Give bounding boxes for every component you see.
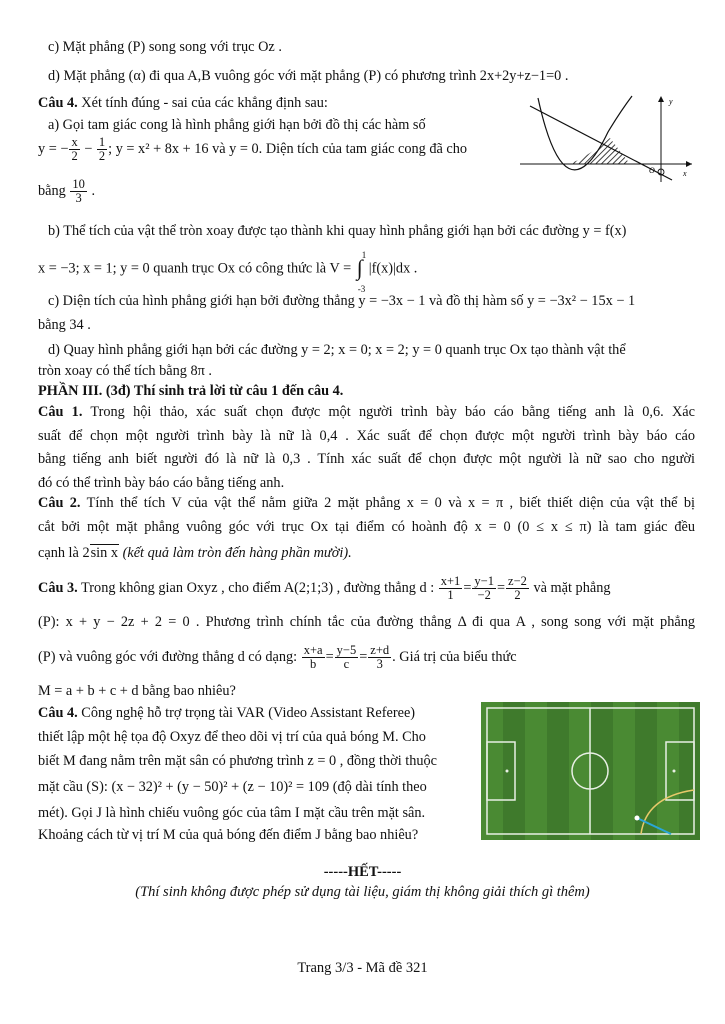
- denominator: b: [310, 657, 317, 671]
- c4-line1: [38, 704, 415, 722]
- page-footer: Trang 3/3 - Mã đề 321: [297, 960, 428, 976]
- c1-line1: [38, 403, 695, 421]
- denominator: 2: [98, 149, 106, 163]
- equals: =: [325, 648, 334, 665]
- question-label: Câu 3.: [38, 579, 78, 596]
- integrand: |f(x)|dx .: [368, 260, 418, 277]
- fraction: [506, 575, 529, 602]
- c4-line4: mặt cầu (S): (x − 32)² + (y − 50)² + (z − 10)² = 109 (độ dài tính theo: [38, 779, 427, 795]
- c3-line1: [38, 575, 611, 602]
- c3-line3: [38, 644, 517, 671]
- q4d-line2: tròn xoay có thể tích bằng 8π .: [38, 363, 212, 379]
- question-label: Câu 4.: [38, 95, 78, 111]
- c3-line4: M = a + b + c + d bằng bao nhiêu?: [38, 683, 236, 699]
- text: . Giá trị của biểu thức: [392, 648, 517, 665]
- c4-line6: Khoảng cách từ vị trí M của quả bóng đến điểm J bằng bao nhiêu?: [38, 827, 419, 843]
- numerator: z+d: [370, 643, 390, 657]
- denominator: 1: [447, 588, 454, 602]
- question-text: Xét tính đúng - sai của các khẳng định sau:: [77, 95, 328, 111]
- equals: =: [359, 648, 368, 665]
- text: Trong hội thảo, xác suất chọn được một người trình bày báo cáo bằng tiếng anh là 0,6. Xác: [82, 404, 695, 420]
- text: Tính thể tích V của vật thể nằm giữa 2 mặt phẳng x = 0 và x = π , biết thiết diện của vật thể bị: [80, 495, 695, 511]
- numerator: z−2: [508, 574, 527, 588]
- q4a-line1: a) Gọi tam giác cong là hình phẳng giới hạn bởi đồ thị các hàm số: [48, 117, 426, 133]
- integral-sign: ∫ 1 -3: [355, 254, 369, 284]
- q4b-line2: [38, 250, 418, 294]
- q4c-line2: bằng 34 .: [38, 317, 91, 333]
- fraction: [368, 644, 391, 671]
- text: (P) và vuông góc với đường thẳng d có dạng:: [38, 648, 298, 665]
- c1-line4: đó có thể trình bày báo cáo bằng tiếng anh.: [38, 475, 285, 491]
- q4c-line1: c) Diện tích của hình phẳng giới hạn bởi đường thẳng y = −3x − 1 và đồ thị hàm số y = −3x² − 15x − 1: [48, 293, 636, 309]
- numerator: 1: [98, 135, 106, 149]
- denominator: c: [343, 657, 350, 671]
- part-3-heading: PHẦN III. (3đ) Thí sinh trả lời từ câu 1 đến câu 4.: [38, 383, 344, 399]
- c4-line5: mét). Gọi J là hình chiếu vuông góc của tâm I mặt cầu trên mặt sân.: [38, 805, 426, 821]
- y-axis-arrow-icon: [658, 96, 664, 102]
- football-field-image: [481, 702, 700, 840]
- denominator: 2: [514, 588, 521, 602]
- upper-limit: 1: [361, 250, 367, 260]
- text: Trong không gian Oxyz , cho điểm A(2;1;3) , đường thẳng d :: [77, 579, 435, 596]
- lower-limit: -3: [357, 284, 366, 294]
- numerator: x+a: [303, 643, 323, 657]
- q4a-line2: [38, 136, 467, 163]
- fraction: [472, 575, 496, 602]
- math-text: −: [80, 140, 96, 157]
- c3-line2: (P): x + y − 2z + 2 = 0 . Phương trình chính tắc của đường thẳng Δ đi qua A , song song với mặt phẳng: [38, 614, 695, 630]
- numerator: 10: [72, 177, 85, 191]
- origin-label: O: [649, 166, 655, 175]
- x-axis-arrow-icon: [686, 161, 692, 167]
- fraction: [69, 136, 79, 163]
- end-marker: -----HẾT-----: [323, 864, 402, 880]
- c2-line1: [38, 494, 695, 512]
- math-text: y = −: [38, 140, 69, 157]
- c4-line3: biết M đang nằm trên mặt sân có phương trình z = 0 , đồng thời thuộc: [38, 753, 438, 769]
- text: và mặt phẳng: [533, 579, 611, 596]
- ball-icon: [635, 816, 640, 821]
- numerator: y−1: [474, 574, 494, 588]
- text: x = −3; x = 1; y = 0 quanh trục Ox có công thức là V =: [38, 260, 352, 277]
- x-axis-label: x: [683, 169, 687, 178]
- fraction: [335, 644, 359, 671]
- fraction: [70, 178, 87, 205]
- statement-d: d) Mặt phẳng (α) đi qua A,B vuông góc với mặt phẳng (P) có phương trình 2x+2y+z−1=0 .: [48, 68, 569, 84]
- denominator: −2: [477, 588, 491, 602]
- numerator: x: [71, 135, 78, 149]
- q4d-line1: d) Quay hình phẳng giới hạn bởi các đường y = 2; x = 0; x = 2; y = 0 quanh trục Ox tạo thành vật thể: [48, 342, 626, 358]
- fraction: [97, 136, 107, 163]
- statement-c: c) Mặt phẳng (P) song song với trục Oz .: [48, 39, 282, 55]
- exam-note: (Thí sinh không được phép sử dụng tài liệu, giám thị không giải thích gì thêm): [135, 884, 590, 900]
- q4a-line3: bằng $\frac{10}{3}$ .: [38, 177, 96, 205]
- numerator: x+1: [440, 574, 461, 588]
- denominator: 3: [376, 657, 383, 671]
- text: Công nghệ hỗ trợ trọng tài VAR (Video Assistant Referee): [77, 705, 416, 721]
- equals: =: [496, 579, 506, 596]
- c4-line2: thiết lập một hệ tọa độ Oxyz để theo dõi vị trí của quả bóng M. Cho: [38, 729, 426, 745]
- fraction: [439, 575, 463, 602]
- denominator: 3: [75, 191, 82, 205]
- question-label: Câu 4.: [38, 705, 78, 721]
- q4b-line1: b) Thể tích của vật thể tròn xoay được tạo thành khi quay hình phẳng giới hạn bởi các đường y = f(x): [48, 223, 627, 239]
- text: bằng: [38, 182, 66, 199]
- y-axis-label: y: [669, 97, 673, 106]
- text: cạnh là 2: [38, 545, 90, 561]
- note-text: (kết quả làm tròn đến hàng phần mười).: [119, 545, 352, 561]
- numerator: y−5: [336, 643, 357, 657]
- c2-line3: [38, 544, 352, 562]
- equals: =: [463, 579, 472, 596]
- curve-area-graph: [520, 92, 695, 184]
- fraction: [302, 644, 325, 671]
- question-4-heading: [38, 94, 328, 112]
- math-text: ; y = x² + 8x + 16 và y = 0. Diện tích của tam giác cong đã cho: [108, 140, 468, 157]
- denominator: 2: [71, 149, 78, 163]
- c2-line2: cắt bởi một mặt phẳng vuông góc với trục Ox tại điểm có hoành độ x = 0 (0 ≤ x ≤ π) là tam giác đều: [38, 519, 695, 535]
- c1-line3: bằng tiếng anh biết người đó là nữ là 0,3 . Tính xác suất để chọn được một người là nữ sao cho người: [38, 451, 695, 467]
- c1-line2: suất để chọn một người trình bày là nữ là 0,4 . Xác suất để chọn được một người trình bày báo cáo: [38, 428, 695, 444]
- question-label: Câu 1.: [38, 404, 83, 420]
- sqrt-expr: sin x: [90, 545, 119, 561]
- question-label: Câu 2.: [38, 495, 81, 511]
